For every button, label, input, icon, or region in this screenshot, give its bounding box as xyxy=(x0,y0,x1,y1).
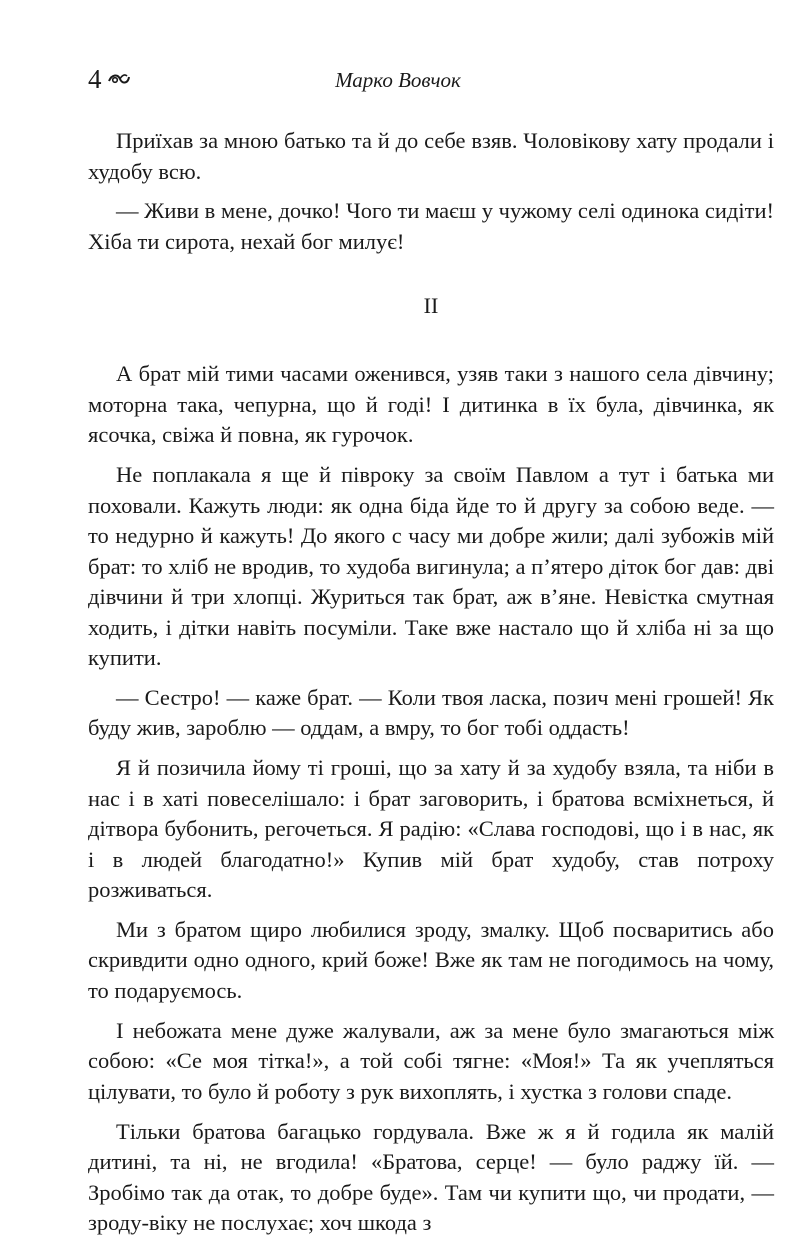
paragraph: — Живи в мене, дочко! Чого ти маєш у чужому селі одинока сидіти! Хіба ти сирота, нехай бог милує! xyxy=(88,198,774,254)
paragraph: І небожата мене дуже жалували, аж за мене було змагаються між собою: «Се моя тітка!», а той собі тягне: «Моя!» Та як учепляться цілувати, то було й роботу з рук вихоплять, і хустка з голови спаде. xyxy=(88,1017,774,1104)
paragraph: Тільки братова багацько гордувала. Вже ж я й годила як малій дитині, та ні, не вгодила! «Братова, серце! — було раджу їй. — Зробімо так да отак, то добре буде». Там чи купити що, чи продати, — зроду-віку не послухає; хоч шкода з xyxy=(88,1118,774,1236)
paragraph: — Сестро! — каже брат. — Коли твоя ласка, позич мені грошей! Як буду жив, зароблю — оддам, а вмру, то бог тобі оддасть! xyxy=(88,684,774,741)
page-number: 4 xyxy=(88,64,102,94)
running-title: Марко Вовчок xyxy=(335,68,461,92)
paragraph: Приїхав за мною батько та й до себе взяв. Чоловікову хату продали і худобу всю. xyxy=(88,128,774,184)
paragraph: Не поплакала я ще й півроку за своїм Павлом а тут і батька ми поховали. Кажуть люди: як одна біда йде то й другу за собою веде. — то недурно й кажуть! До якого с часу ми добре жили; далі зубожів мій брат: то хліб не вродив, то худоба вигинула; а п’ятеро діток бог дав: дві дівчини й три хлопці. Журиться так брат, аж в’яне. Невістка смутная ходить, і дітки навіть посуміли. Таке вже настало що й хліба ні за що купити. xyxy=(88,462,774,671)
paragraph: Ми з братом щиро любилися зроду, змалку. Щоб посваритись або скривдити одно одного, крий боже! Вже як там не погодимось на чому, то подаруємось. xyxy=(88,916,774,1003)
paragraph: Я й позичила йому ті гроші, що за хату й за худобу взяла, та ніби в нас і в хаті повеселішало: і брат заговорить, і братова всміхнеться, й дітвора бубонить, регочеться. Я радію: «Слава господові, що і в нас, як і в людей благодатно!» Купив мій брат худобу, став потроху розживаться. xyxy=(88,755,774,903)
chapter-heading: II xyxy=(423,293,439,319)
body-text xyxy=(88,126,774,1248)
paragraph: А брат мій тими часами оженився, узяв таки з нашого села дівчину; моторна така, чепурна, що й годі! І дитинка в їх була, дівчинка, як ясочка, свіжа й повна, як гурочок. xyxy=(88,361,774,448)
page-header xyxy=(88,62,708,102)
